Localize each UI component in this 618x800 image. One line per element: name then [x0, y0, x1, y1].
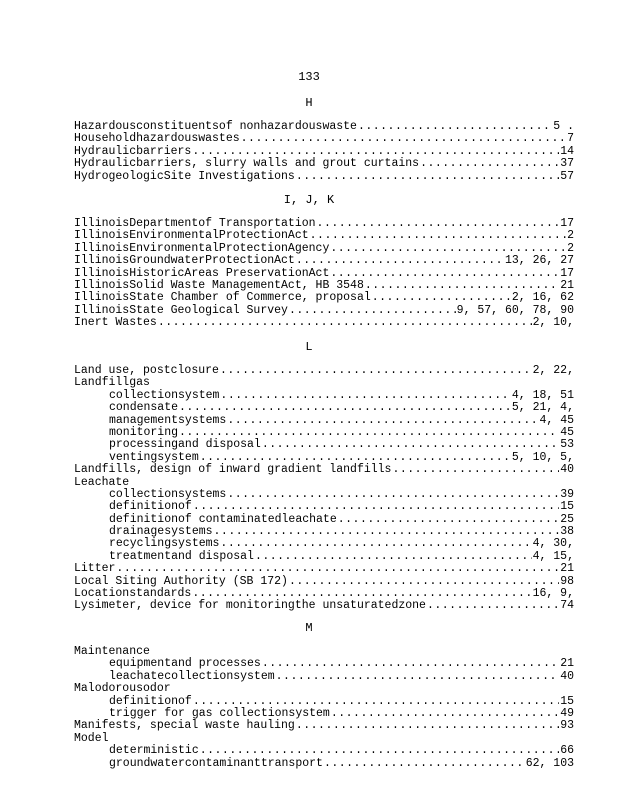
entry-pages: 4, 18, 51 [511, 388, 574, 402]
entry-pages: 39 [560, 487, 574, 501]
dot-leader [276, 671, 560, 683]
entry-pages: 5, 10, 5, [511, 450, 574, 464]
dot-leader [227, 415, 538, 427]
index-entry [74, 720, 574, 732]
entry-term: IllinoisDepartmentof Transportation [74, 217, 316, 230]
entry-pages: 5, 21, 4, [511, 401, 574, 415]
entry-pages: 13, 26, 27 [504, 254, 574, 268]
entry-term: managementsystems [109, 413, 227, 427]
entry-pages: 4, 30, [532, 537, 574, 551]
dot-leader [296, 171, 559, 183]
dot-leader [358, 121, 552, 133]
entry-pages: 25 [560, 512, 574, 526]
index-entry [74, 377, 574, 389]
index-entry [74, 133, 574, 145]
index-entry [74, 563, 574, 575]
entry-pages: 66 [560, 744, 574, 758]
entry-pages: 21 [560, 657, 574, 671]
index-entry [74, 317, 574, 329]
index-entry [74, 255, 574, 267]
entry-term: Locationstandards [74, 587, 192, 601]
entry-pages: 57 [560, 169, 574, 183]
index-subentry [74, 745, 574, 757]
entry-pages: 40 [560, 669, 574, 683]
dot-leader [262, 658, 559, 670]
index-subentry [74, 658, 574, 670]
dot-leader [214, 526, 560, 538]
entry-term: monitoring [109, 425, 179, 439]
entry-term: Model [74, 731, 109, 745]
entry-pages: 21 [560, 562, 574, 576]
entry-term: Lysimeter, device for monitoringthe unsaturatedzone [74, 599, 426, 613]
dot-leader [289, 576, 559, 588]
entry-pages: 2 [567, 229, 574, 243]
dot-leader [220, 365, 532, 377]
entry-term: drainagesystems [109, 525, 213, 539]
dot-leader [330, 268, 559, 280]
index-entry [74, 171, 574, 183]
index-subentry [74, 439, 574, 451]
entry-term: deterministic [109, 744, 199, 758]
entry-pages: 74 [560, 599, 574, 613]
entry-term: processingand disposal [109, 438, 261, 452]
entry-pages: 15 [560, 500, 574, 514]
section-heading-ijk: I, J, K [283, 193, 335, 207]
index-subentry [74, 758, 574, 770]
entry-pages: 2, 22, [532, 364, 574, 377]
index-entry [74, 600, 574, 612]
section-h-entries [74, 121, 574, 183]
entry-pages: 2, 10, [532, 316, 574, 330]
entry-term: definitionof contaminatedleachate [109, 512, 337, 526]
entry-term: IllinoisEnvironmentalProtectionAct [74, 229, 309, 243]
section-l-entries [74, 365, 574, 613]
dot-leader [420, 158, 559, 170]
index-entry [74, 158, 574, 170]
entry-term: trigger for gas collectionsystem [109, 706, 330, 720]
index-subentry [74, 551, 574, 563]
dot-leader [158, 317, 532, 329]
entry-pages: 49 [560, 706, 574, 720]
entry-term: IllinoisGroundwaterProtectionAct [74, 254, 295, 268]
entry-pages: 4, 15, [532, 549, 574, 563]
entry-term: IllinoisState Geological Survey [74, 303, 288, 317]
entry-term: Inert Wastes [74, 316, 157, 330]
section-heading-l: L [305, 340, 313, 354]
dot-leader [116, 563, 559, 575]
dot-leader [324, 758, 525, 770]
entry-term: Land use, postclosure [74, 364, 219, 377]
entry-term: Hazardousconstituentsof nonhazardouswaste [74, 120, 357, 133]
entry-pages: 45 [560, 425, 574, 439]
entry-term: groundwatercontaminanttransport [109, 756, 323, 770]
section-ijk-entries [74, 218, 574, 330]
entry-pages: 62, 103 [525, 756, 574, 770]
entry-pages: 15 [560, 694, 574, 708]
entry-term: IllinoisState Chamber of Commerce, proposal [74, 291, 371, 305]
entry-pages: 14 [560, 144, 574, 158]
dot-leader [331, 708, 559, 720]
section-heading-m: M [305, 621, 313, 635]
entry-term: Landfillgas [74, 376, 150, 390]
entry-term: IllinoisSolid Waste ManagementAct, HB 3548 [74, 278, 364, 292]
entry-pages: 16, 9, [532, 587, 574, 601]
entry-pages: 93 [560, 719, 574, 733]
entry-pages: 9, 57, 60, 78, 90 [456, 303, 574, 317]
dot-leader [289, 305, 456, 317]
entry-term: Leachate [74, 475, 130, 489]
dot-leader [372, 292, 511, 304]
dot-leader [392, 464, 559, 476]
entry-term: IllinoisHistoricAreas PreservationAct [74, 266, 330, 280]
entry-pages: 4, 45 [539, 413, 574, 427]
dot-leader [200, 745, 559, 757]
index-entry [74, 683, 574, 695]
entry-term: Maintenance [74, 645, 150, 658]
entry-term: ventingsystem [109, 450, 199, 464]
entry-term: leachatecollectionsystem [109, 669, 275, 683]
entry-term: Householdhazardouswastes [74, 132, 240, 146]
dot-leader [241, 133, 566, 145]
entry-term: Malodorousodor [74, 682, 171, 696]
dot-leader [338, 514, 559, 526]
entry-term: collectionsystems [109, 487, 227, 501]
entry-pages: 21 [560, 278, 574, 292]
section-heading-h: H [305, 96, 313, 110]
entry-term: treatmentand disposal [109, 549, 254, 563]
entry-term: IllinoisEnvironmentalProtectionAgency [74, 241, 330, 255]
dot-leader [262, 439, 559, 451]
dot-leader [310, 230, 566, 242]
entry-pages: 17 [560, 266, 574, 280]
entry-pages: 2, 16, 62 [511, 291, 574, 305]
dot-leader [296, 255, 504, 267]
entry-term: definitionof [109, 694, 192, 708]
entry-term: condensate [109, 401, 179, 415]
entry-term: Hydraulicbarriers, slurry walls and grout curtains [74, 157, 420, 171]
entry-term: definitionof [109, 500, 192, 514]
entry-pages: 2 [567, 241, 574, 255]
entry-pages: 40 [560, 463, 574, 477]
dot-leader [255, 551, 532, 563]
entry-term: Local Siting Authority (SB 172) [74, 574, 288, 588]
index-subentry [74, 402, 574, 414]
entry-term: Hydraulicbarriers [74, 144, 192, 158]
entry-term: Landfills, design of inward gradient landfills [74, 463, 392, 477]
dot-leader [193, 501, 559, 513]
entry-term: Litter [74, 562, 116, 576]
dot-leader [179, 402, 511, 414]
entry-pages: 17 [560, 217, 574, 230]
entry-term: equipmentand processes [109, 657, 261, 671]
page-number: 133 [298, 70, 320, 84]
entry-pages: 7 [567, 132, 574, 146]
entry-pages: 38 [560, 525, 574, 539]
entry-term: collectionsystem [109, 388, 220, 402]
dot-leader [317, 218, 560, 230]
section-m-entries [74, 646, 574, 770]
entry-pages: 5 . [553, 120, 574, 133]
entry-term: recyclingsystems [109, 537, 220, 551]
entry-pages: 98 [560, 574, 574, 588]
index-entry [74, 464, 574, 476]
index-entry [74, 292, 574, 304]
dot-leader [427, 600, 559, 612]
entry-pages: 53 [560, 438, 574, 452]
dot-leader [220, 390, 510, 402]
dot-leader [227, 489, 559, 501]
index-subentry [74, 538, 574, 550]
entry-term: HydrogeologicSite Investigations [74, 169, 295, 183]
entry-term: Manifests, special waste hauling [74, 719, 295, 733]
dot-leader [296, 720, 559, 732]
entry-pages: 37 [560, 157, 574, 171]
index-subentry [74, 501, 574, 513]
dot-leader [220, 538, 531, 550]
index-entry [74, 230, 574, 242]
